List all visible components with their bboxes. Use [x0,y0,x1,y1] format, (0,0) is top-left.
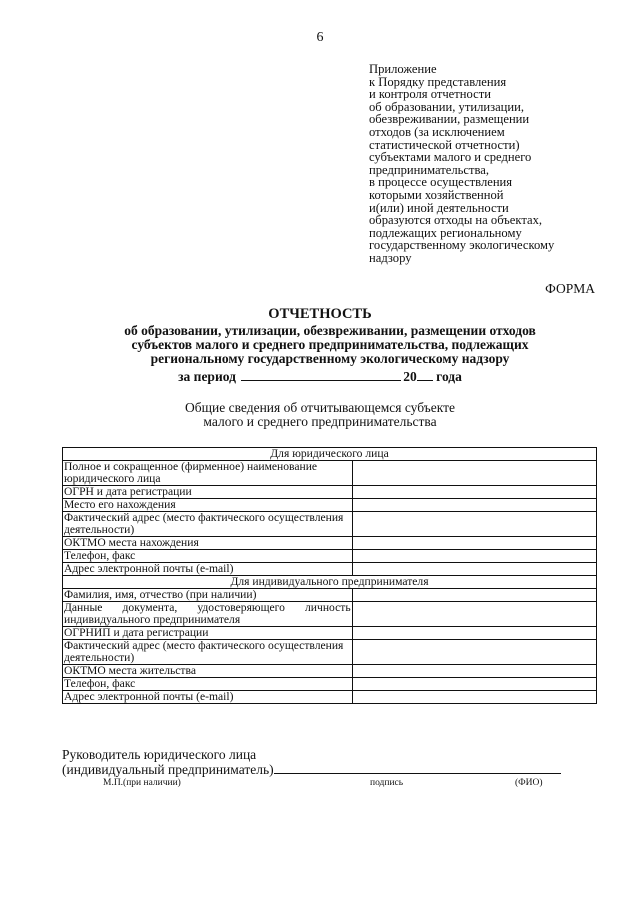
page-number: 6 [316,30,324,45]
period-century: 20 [403,369,417,384]
row-value-field[interactable] [352,486,596,499]
document-title: ОТЧЕТНОСТЬ [268,306,372,322]
appendix-line: надзору [369,250,412,265]
stamp-caption: М.П.(при наличии) [103,778,181,788]
row-value-field[interactable] [352,691,596,704]
section-heading [0,401,640,429]
row-label: Телефон, факс [63,550,353,563]
table-row [63,589,597,602]
row-value-field[interactable] [352,563,596,576]
appendix-line: и(или) иной деятельности [369,200,509,215]
form-label: ФОРМА [545,281,595,296]
row-label: ОКТМО места нахождения [63,537,353,550]
appendix-line: и контроля отчетности [369,87,491,102]
subtitle-line: региональному государственному экологическому надзору [150,351,510,366]
table-row [63,550,597,563]
appendix-line: статистической отчетности) [369,137,520,152]
table-row [63,665,597,678]
appendix-line: в процессе осуществления [369,175,513,190]
row-label: ОКТМО места жительства [63,665,353,678]
table-row [63,691,597,704]
row-value-field[interactable] [352,550,596,563]
row-value-field[interactable] [352,678,596,691]
table-row [63,640,597,665]
table-row [63,486,597,499]
row-value-field[interactable] [352,512,596,537]
subtitle-line: об образовании, утилизации, обезвреживании, размещении отходов [124,323,536,338]
row-label: Телефон, факс [63,678,353,691]
appendix-line: образуются отходы на объектах, [369,213,543,228]
row-label: Место его нахождения [63,499,353,512]
appendix-line: которыми хозяйственной [369,187,504,202]
row-value-field[interactable] [352,665,596,678]
table-row [63,678,597,691]
appendix-note [369,63,619,265]
row-label: Фамилия, имя, отчество (при наличии) [63,589,353,602]
appendix-line: об образовании, утилизации, [369,99,525,114]
general-info-table [62,447,597,704]
document-subtitle [60,324,600,366]
signature-title-line1: Руководитель юридического лица [62,747,257,762]
row-label: Адрес электронной почты (e-mail) [63,563,353,576]
signature-title-text: (индивидуальный предприниматель) [62,762,274,777]
signature-block [62,747,602,777]
table-row [63,563,597,576]
appendix-line: обезвреживании, размещении [369,112,530,127]
section-heading-line: Общие сведения об отчитывающемся субъекте [185,400,455,415]
row-value-field[interactable] [352,602,596,627]
row-label: Полное и сокращенное (фирменное) наименование юридического лица [63,461,353,486]
signature-caption: подпись [370,778,404,788]
period-prefix: за период [178,369,236,384]
row-label: ОГРН и дата регистрации [63,486,353,499]
period-blank-field[interactable] [241,369,401,381]
row-label: Данные документа, удостоверяющего личность индивидуального предпринимателя [64,601,351,626]
period-suffix: года [436,369,462,384]
row-value-field[interactable] [352,627,596,640]
row-label: Фактический адрес (место фактического осуществления деятельности) [63,640,353,665]
table-row [63,461,597,486]
signature-title-line2 [62,762,602,777]
appendix-line: к Порядку представления [369,74,507,89]
table-row [63,602,597,627]
row-value-field[interactable] [352,537,596,550]
name-caption: (ФИО) [515,778,543,788]
row-label: ОГРНИП и дата регистрации [63,627,353,640]
individual-heading: Для индивидуального предпринимателя [63,576,597,589]
legal-entity-heading: Для юридического лица [63,448,597,461]
table-section-header [63,576,597,589]
row-label: Адрес электронной почты (e-mail) [63,691,353,704]
appendix-line: государственному экологическому [369,238,555,253]
table-section-header [63,448,597,461]
table-row [63,627,597,640]
row-value-field[interactable] [352,589,596,602]
row-value-field[interactable] [352,461,596,486]
period-year-field[interactable] [417,369,433,381]
appendix-line: субъектами малого и среднего [369,150,532,165]
row-value-field[interactable] [352,640,596,665]
signature-field[interactable] [274,762,561,774]
subtitle-line: субъектов малого и среднего предпринимательства, подлежащих [131,337,529,352]
appendix-line: подлежащих региональному [369,225,522,240]
table-row [63,537,597,550]
section-heading-line: малого и среднего предпринимательства [203,414,437,429]
table-row [63,512,597,537]
table-row [63,499,597,512]
appendix-line: Приложение [369,62,437,76]
row-label: Фактический адрес (место фактического осуществления деятельности) [63,512,353,537]
reporting-period [0,369,640,385]
appendix-line: предпринимательства, [369,162,490,177]
row-value-field[interactable] [352,499,596,512]
appendix-line: отходов (за исключением [369,124,505,139]
